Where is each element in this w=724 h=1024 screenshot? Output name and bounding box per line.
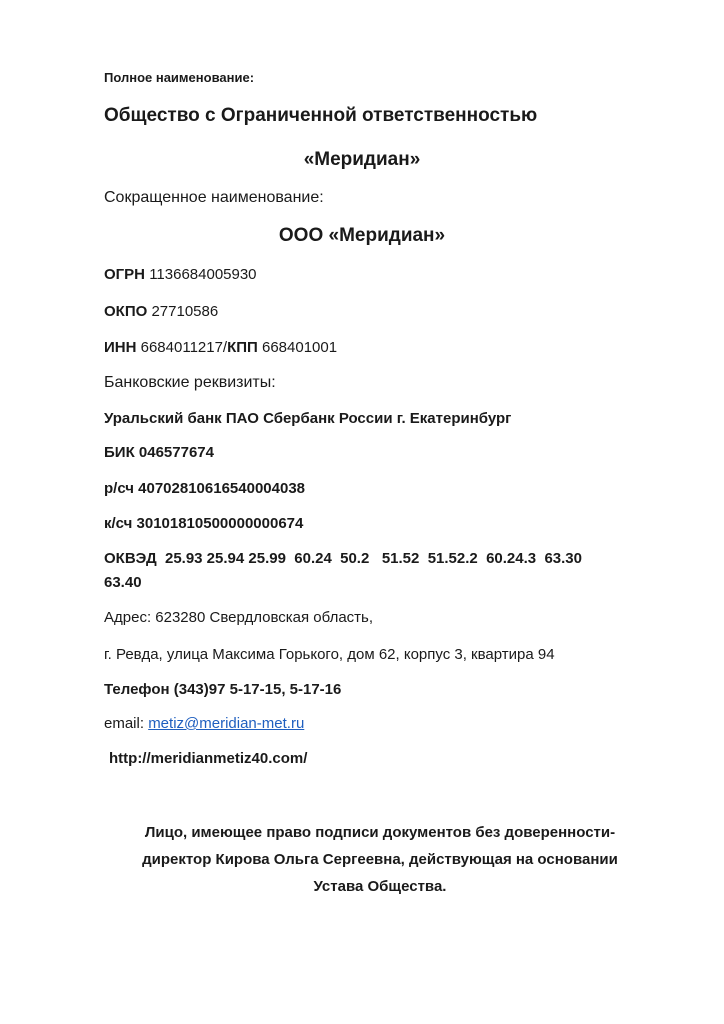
full-name-line2: «Меридиан» xyxy=(303,149,421,170)
email-line xyxy=(104,714,304,734)
phone: Телефон (343)97 5-17-15, 5-17-16 xyxy=(104,681,342,698)
footer-line1: Лицо, имеющее право подписи документов без доверенности- xyxy=(144,824,616,841)
kpp-value: 668401001 xyxy=(262,339,338,356)
full-name-line1: Общество с Ограниченной ответственностью xyxy=(104,105,538,126)
inn-value: 6684011217/ xyxy=(140,339,228,356)
kpp-label: КПП xyxy=(227,339,258,356)
bank-label: Банковские реквизиты: xyxy=(104,374,276,391)
okpo-label: ОКПО xyxy=(104,303,148,320)
okpo-value: 27710586 xyxy=(151,303,219,320)
okved-line1: ОКВЭД 25.93 25.94 25.99 60.24 50.2 51.52 51.52.2 60.24.3 63.30 xyxy=(104,550,582,567)
address-line1: Адрес: 623280 Свердловская область, xyxy=(104,609,374,626)
full-name-label: Полное наименование: xyxy=(104,70,255,85)
email-link[interactable]: metiz@meridian-met.ru xyxy=(148,715,305,732)
footer-line3: Устава Общества. xyxy=(313,878,447,895)
rs-account: р/сч 40702810616540004038 xyxy=(104,480,306,497)
bik: БИК 046577674 xyxy=(104,444,214,461)
ks-account: к/сч 30101810500000000674 xyxy=(104,515,304,532)
inn-label: ИНН xyxy=(104,339,137,356)
inn-line xyxy=(104,338,337,358)
bank-name: Уральский банк ПАО Сбербанк России г. Екатеринбург xyxy=(104,410,512,427)
short-name: ООО «Меридиан» xyxy=(278,225,446,246)
footer-line2: директор Кирова Ольга Сергеевна, действующая на основании xyxy=(142,851,618,868)
okpo-line xyxy=(104,302,218,322)
short-name-label: Сокращенное наименование: xyxy=(104,189,324,206)
email-label: email: xyxy=(104,715,149,732)
address-line2: г. Ревда, улица Максима Горького, дом 62, корпус 3, квартира 94 xyxy=(104,646,555,663)
website-link[interactable]: http://meridianmetiz40.com/ xyxy=(109,750,308,767)
ogrn-line xyxy=(104,265,257,285)
ogrn-label: ОГРН xyxy=(104,266,146,283)
ogrn-value: 1136684005930 xyxy=(149,266,257,283)
okved-line2: 63.40 xyxy=(104,574,142,591)
signatory-statement xyxy=(80,819,680,900)
